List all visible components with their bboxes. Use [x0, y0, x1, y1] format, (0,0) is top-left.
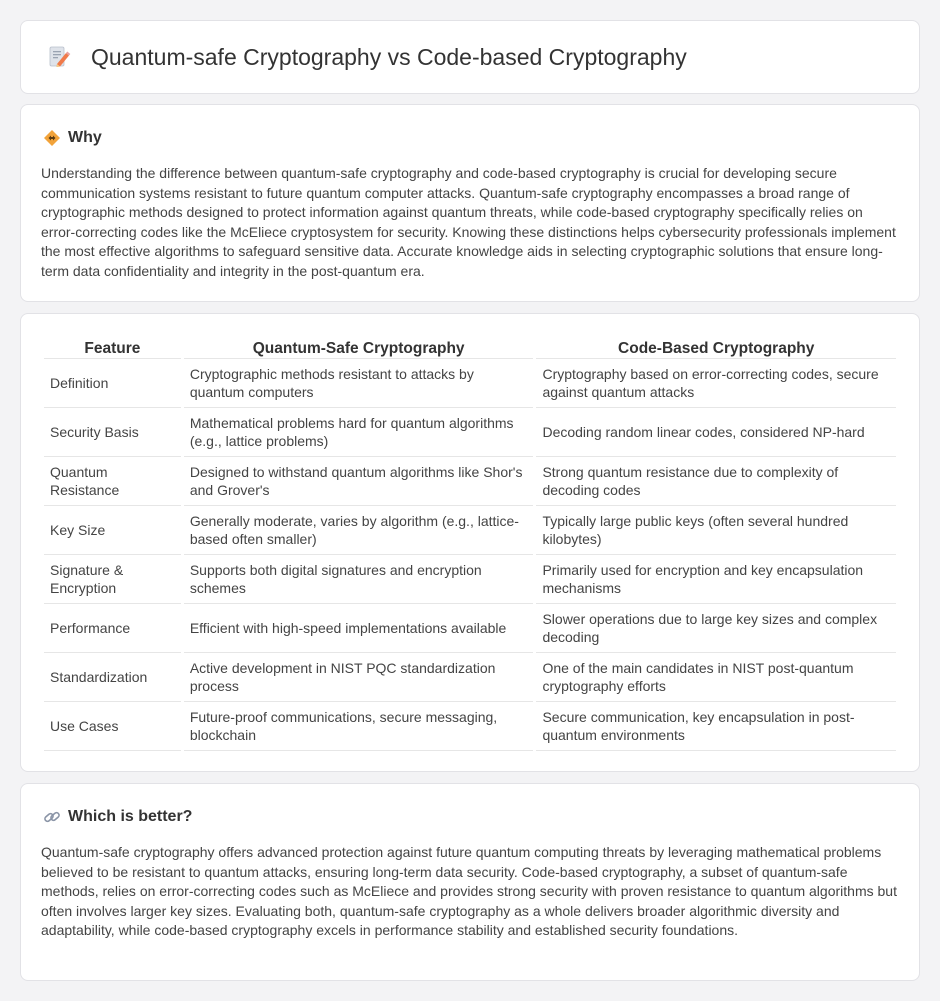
- which-is-better-section: [20, 783, 920, 981]
- better-text: Quantum-safe cryptography offers advanced protection against future quantum computing threats by leveraging mathematical problems believed to be resistant to quantum attacks, ensuring long-term data security. Code-based cryptography, a subset of quantum-safe methods, relies on error-correcting codes such as McEliece and provides strong security with proven resistance to quantum algorithms but often involves larger key sizes. Evaluating both, quantum-safe cryptography as a whole delivers broader algorithmic diversity and adaptability, while code-based cryptography excels in performance stability and established security foundations.: [41, 844, 897, 939]
- table-row: [44, 555, 896, 604]
- table-header-row: [44, 335, 896, 359]
- table-row: [44, 359, 896, 408]
- link-icon: [43, 808, 61, 826]
- code-based-cell: Decoding random linear codes, considered NP-hard: [536, 408, 896, 457]
- quantum-safe-cell: Supports both digital signatures and encryption schemes: [184, 555, 534, 604]
- code-based-cell: Slower operations due to large key sizes and complex decoding: [536, 604, 896, 653]
- feature-cell: Use Cases: [44, 702, 181, 751]
- quantum-safe-cell: Cryptographic methods resistant to attacks by quantum computers: [184, 359, 534, 408]
- quantum-safe-cell: Future-proof communications, secure messaging, blockchain: [184, 702, 534, 751]
- table-row: [44, 702, 896, 751]
- feature-cell: Key Size: [44, 506, 181, 555]
- code-based-cell: One of the main candidates in NIST post-quantum cryptography efforts: [536, 653, 896, 702]
- table-row: [44, 457, 896, 506]
- code-based-cell: Strong quantum resistance due to complexity of decoding codes: [536, 457, 896, 506]
- comparison-table: [41, 335, 899, 751]
- quantum-safe-cell: Efficient with high-speed implementations available: [184, 604, 534, 653]
- better-title: Which is better?: [68, 808, 193, 825]
- table-row: [44, 408, 896, 457]
- document-pencil-icon: [47, 45, 71, 69]
- table-row: [44, 506, 896, 555]
- feature-cell: Definition: [44, 359, 181, 408]
- quantum-safe-cell: Active development in NIST PQC standardization process: [184, 653, 534, 702]
- header-code-based: Code-Based Cryptography: [536, 335, 896, 359]
- code-based-cell: Typically large public keys (often several hundred kilobytes): [536, 506, 896, 555]
- code-based-cell: Secure communication, key encapsulation in post-quantum environments: [536, 702, 896, 751]
- table-row: [44, 653, 896, 702]
- feature-cell: Security Basis: [44, 408, 181, 457]
- feature-cell: Performance: [44, 604, 181, 653]
- feature-cell: Standardization: [44, 653, 181, 702]
- comparison-table-card: [20, 313, 920, 772]
- table-row: [44, 604, 896, 653]
- header-quantum-safe: Quantum-Safe Cryptography: [184, 335, 534, 359]
- code-based-cell: Cryptography based on error-correcting codes, secure against quantum attacks: [536, 359, 896, 408]
- diamond-arrows-icon: [43, 129, 61, 147]
- why-section: [20, 104, 920, 302]
- feature-cell: Quantum Resistance: [44, 457, 181, 506]
- quantum-safe-cell: Mathematical problems hard for quantum algorithms (e.g., lattice problems): [184, 408, 534, 457]
- quantum-safe-cell: Designed to withstand quantum algorithms like Shor's and Grover's: [184, 457, 534, 506]
- feature-cell: Signature & Encryption: [44, 555, 181, 604]
- why-title: Why: [68, 129, 102, 146]
- header-feature: Feature: [44, 335, 181, 359]
- quantum-safe-cell: Generally moderate, varies by algorithm (e.g., lattice-based often smaller): [184, 506, 534, 555]
- header-card: [20, 20, 920, 94]
- code-based-cell: Primarily used for encryption and key encapsulation mechanisms: [536, 555, 896, 604]
- page-title: Quantum-safe Cryptography vs Code-based Cryptography: [91, 43, 687, 70]
- why-text: Understanding the difference between quantum-safe cryptography and code-based cryptography is crucial for developing secure communication systems resistant to future quantum computer attacks. Quantum-safe cryptography encompasses a broad range of cryptographic methods designed to protect information against quantum threats, while code-based cryptography specifically relies on error-correcting codes like the McEliece cryptosystem for security. Knowing these distinctions helps cybersecurity professionals implement the most effective algorithms to safeguard sensitive data. Accurate knowledge aids in selecting cryptographic solutions that ensure long-term data confidentiality and integrity in the post-quantum era.: [41, 165, 896, 279]
